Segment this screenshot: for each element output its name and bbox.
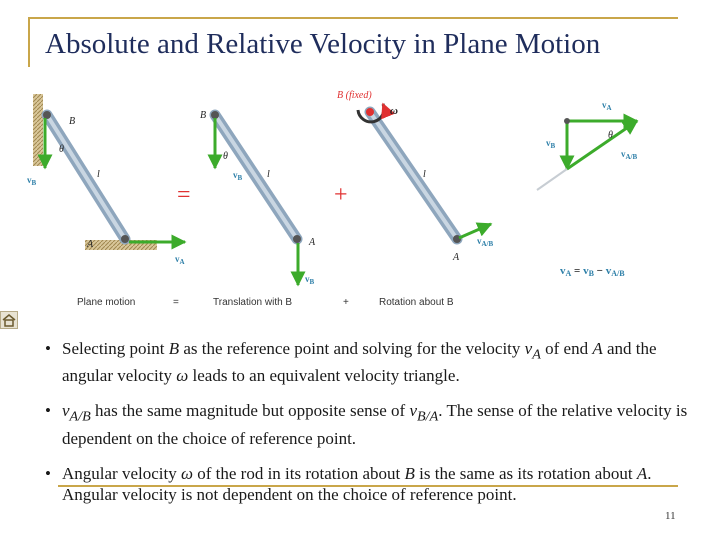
caption-translation: Translation with B — [213, 297, 293, 308]
label-a: A — [87, 239, 94, 250]
slide-title: Absolute and Relative Velocity in Plane Motion — [45, 28, 601, 60]
label-theta: θ — [59, 144, 64, 155]
label-vb: $v_B$ — [546, 138, 556, 150]
label-vb: $v_B$ — [27, 175, 37, 187]
home-button[interactable] — [0, 311, 18, 329]
pin-a — [293, 235, 301, 243]
bullet-item: • Selecting point B as the reference point and solving for the velocity $v_A$ of end A and the angular velocity ω leads to an equivalent velocity triangle. — [45, 339, 657, 386]
frame-left-rule — [28, 17, 30, 67]
vertical-guide — [33, 94, 43, 166]
equals-sign: = — [177, 182, 191, 208]
label-theta: θ — [223, 151, 228, 162]
bullet-dot: • — [45, 401, 51, 421]
panel-translation — [200, 110, 316, 286]
caption-plus: + — [343, 297, 349, 308]
label-theta: θ — [608, 130, 613, 141]
triangle-equation: vA = vB − vA/B — [560, 265, 625, 278]
fixed-pin-b — [366, 108, 374, 116]
label-l: l — [267, 169, 270, 180]
page-number: 11 — [665, 510, 676, 522]
plus-sign: + — [334, 182, 348, 208]
bullet-item: • Angular velocity ω of the rod in its rotation about B is the same as its rotation about A. Angular velocity is not dependent on the choice of reference point. — [45, 463, 652, 504]
triangle-vab — [567, 121, 637, 169]
label-a: A — [453, 252, 460, 263]
label-vb-top: $v_B$ — [233, 170, 243, 182]
caption-rotation: Rotation about B — [379, 297, 454, 308]
rod-highlight — [47, 115, 125, 239]
label-va: $v_A$ — [602, 100, 612, 112]
pin-b — [43, 111, 51, 119]
bullet-dot: • — [45, 339, 51, 358]
caption-plane-motion: Plane motion — [77, 297, 136, 308]
pin-b — [211, 111, 219, 119]
label-vab: $v_{A/B}$ — [477, 236, 494, 248]
label-va: $v_A$ — [175, 254, 185, 266]
label-vab: $v_{A/B}$ — [621, 149, 638, 161]
label-a: A — [309, 237, 316, 248]
label-b-fixed: B (fixed) — [337, 90, 372, 101]
bullet-dot: • — [45, 463, 51, 483]
panel-plane-motion — [27, 94, 185, 266]
rod-highlight — [370, 112, 457, 239]
pin-a — [121, 235, 129, 243]
velocity-figure — [25, 82, 700, 312]
vector-vab — [459, 224, 491, 238]
label-l: l — [97, 169, 100, 180]
bullet-item: • $v_{A/B}$ has the same magnitude but opposite sense of $v_{B/A}$. The sense of the relative velocity is dependent on the choice of reference point. — [45, 401, 688, 448]
triangle-vertex — [564, 118, 570, 124]
label-b: B — [69, 116, 76, 127]
caption-equals: = — [173, 297, 179, 308]
label-omega: ω — [390, 105, 398, 117]
rod-ghost — [537, 169, 567, 190]
frame-top-rule — [28, 17, 678, 19]
panel-rotation — [337, 90, 494, 263]
bullet-list — [42, 338, 702, 519]
label-l: l — [423, 169, 426, 180]
home-icon — [1, 312, 17, 328]
label-b: B — [200, 110, 207, 121]
rod-highlight — [215, 115, 297, 239]
velocity-triangle — [537, 100, 638, 278]
label-vb-bottom: $v_B$ — [305, 274, 315, 286]
